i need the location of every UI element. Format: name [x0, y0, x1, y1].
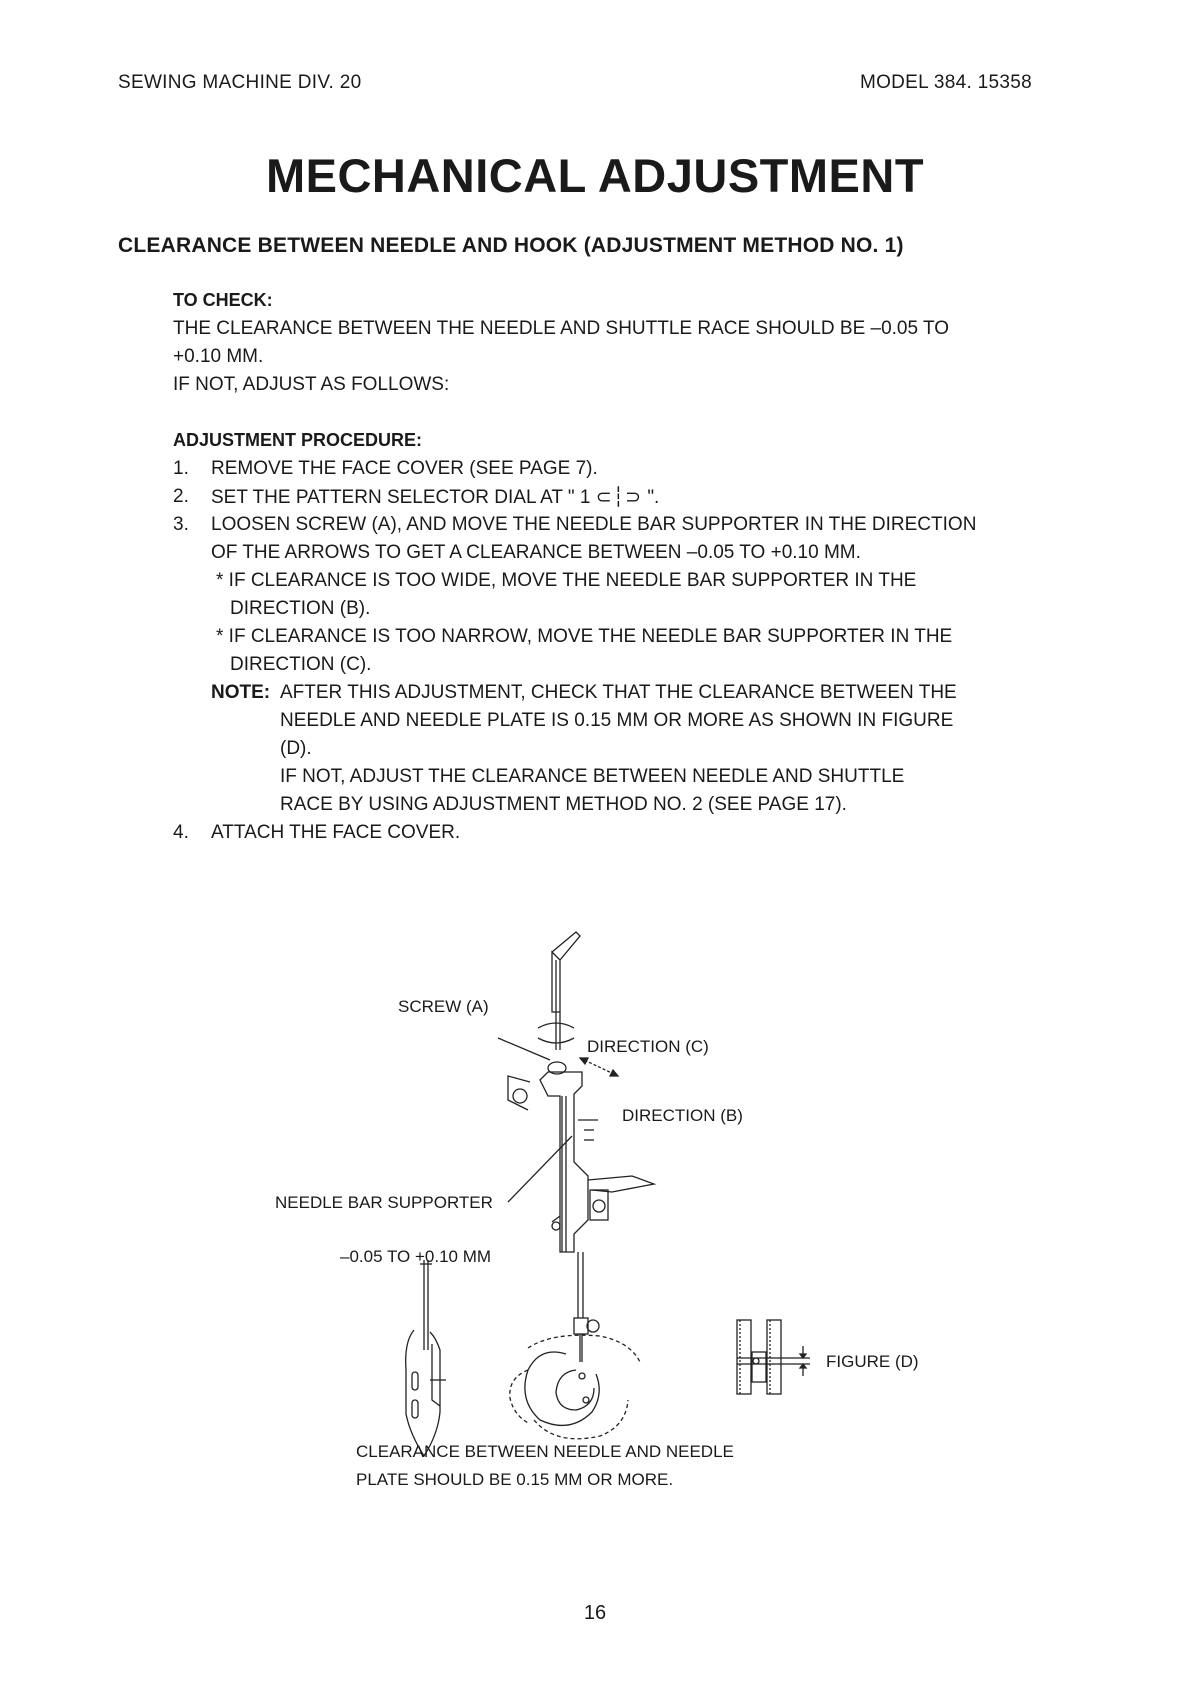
procedure-heading: ADJUSTMENT PROCEDURE:: [173, 430, 423, 450]
needle-bar-supporter-label: NEEDLE BAR SUPPORTER: [275, 1193, 493, 1212]
shuttle-hook: [510, 1335, 640, 1439]
needle-plate-detail: [406, 1260, 446, 1456]
screw-a-label: SCREW (A): [398, 997, 489, 1016]
step-4-text: ATTACH THE FACE COVER.: [211, 822, 461, 843]
needle-bar-supporter: [508, 1072, 654, 1252]
step-3-line: LOOSEN SCREW (A), AND MOVE THE NEEDLE BAR SUPPORTER IN THE DIRECTION: [211, 514, 977, 535]
page-title: MECHANICAL ADJUSTMENT: [265, 149, 925, 202]
note-label: NOTE:: [211, 682, 271, 703]
note-line: AFTER THIS ADJUSTMENT, CHECK THAT THE CLEARANCE BETWEEN THE: [280, 682, 957, 703]
figure-d-label: FIGURE (D): [826, 1352, 919, 1371]
direction-b-label: DIRECTION (B): [622, 1106, 743, 1125]
step-number: 2.: [173, 486, 189, 507]
step-3-line: OF THE ARROWS TO GET A CLEARANCE BETWEEN –0.05 TO +0.10 MM.: [211, 542, 861, 563]
bullet-wide-line: * IF CLEARANCE IS TOO WIDE, MOVE THE NEEDLE BAR SUPPORTER IN THE: [216, 570, 917, 591]
direction-c-label: DIRECTION (C): [587, 1037, 709, 1056]
figure-caption-line: PLATE SHOULD BE 0.15 MM OR MORE.: [356, 1470, 674, 1489]
hex-wrench-icon: [538, 932, 580, 1050]
step-2-prefix: SET THE PATTERN SELECTOR DIAL AT " 1: [211, 487, 591, 508]
note-line: IF NOT, ADJUST THE CLEARANCE BETWEEN NEEDLE AND SHUTTLE: [280, 766, 905, 787]
note-line: NEEDLE AND NEEDLE PLATE IS 0.15 MM OR MORE AS SHOWN IN FIGURE: [280, 710, 954, 731]
section-heading: CLEARANCE BETWEEN NEEDLE AND HOOK (ADJUSTMENT METHOD NO. 1): [118, 234, 904, 257]
mechanism-diagram: [0, 900, 1190, 1500]
page-number: 16: [583, 1602, 607, 1624]
clearance-range-label: –0.05 TO +0.10 MM: [340, 1247, 492, 1266]
step-2-text: [211, 486, 659, 509]
screw-leader: [498, 1038, 550, 1060]
step-number: 3.: [173, 514, 189, 535]
figure-d-detail: [737, 1320, 810, 1394]
note-line: (D).: [280, 738, 312, 759]
needle: [574, 1252, 599, 1362]
figure-caption-line: CLEARANCE BETWEEN NEEDLE AND NEEDLE: [356, 1442, 734, 1461]
step-number: 4.: [173, 822, 189, 843]
step-2-suffix: ".: [647, 487, 660, 508]
header-division: SEWING MACHINE DIV. 20: [118, 72, 362, 93]
direction-arrows-icon: [580, 1058, 618, 1076]
stitch-pattern-icon: ⊂┆⊃: [595, 486, 643, 508]
step-1-text: REMOVE THE FACE COVER (SEE PAGE 7).: [211, 458, 598, 479]
step-number: 1.: [173, 458, 189, 479]
to-check-line: IF NOT, ADJUST AS FOLLOWS:: [173, 374, 450, 395]
to-check-line: +0.10 MM.: [173, 346, 264, 367]
to-check-heading: TO CHECK:: [173, 290, 273, 310]
bullet-narrow-line: * IF CLEARANCE IS TOO NARROW, MOVE THE NEEDLE BAR SUPPORTER IN THE: [216, 626, 953, 647]
bullet-narrow-line: DIRECTION (C).: [230, 654, 372, 675]
note-line: RACE BY USING ADJUSTMENT METHOD NO. 2 (SEE PAGE 17).: [280, 794, 847, 815]
bullet-wide-line: DIRECTION (B).: [230, 598, 371, 619]
header-model: MODEL 384. 15358: [859, 72, 1032, 93]
to-check-line: THE CLEARANCE BETWEEN THE NEEDLE AND SHUTTLE RACE SHOULD BE –0.05 TO: [173, 318, 950, 339]
